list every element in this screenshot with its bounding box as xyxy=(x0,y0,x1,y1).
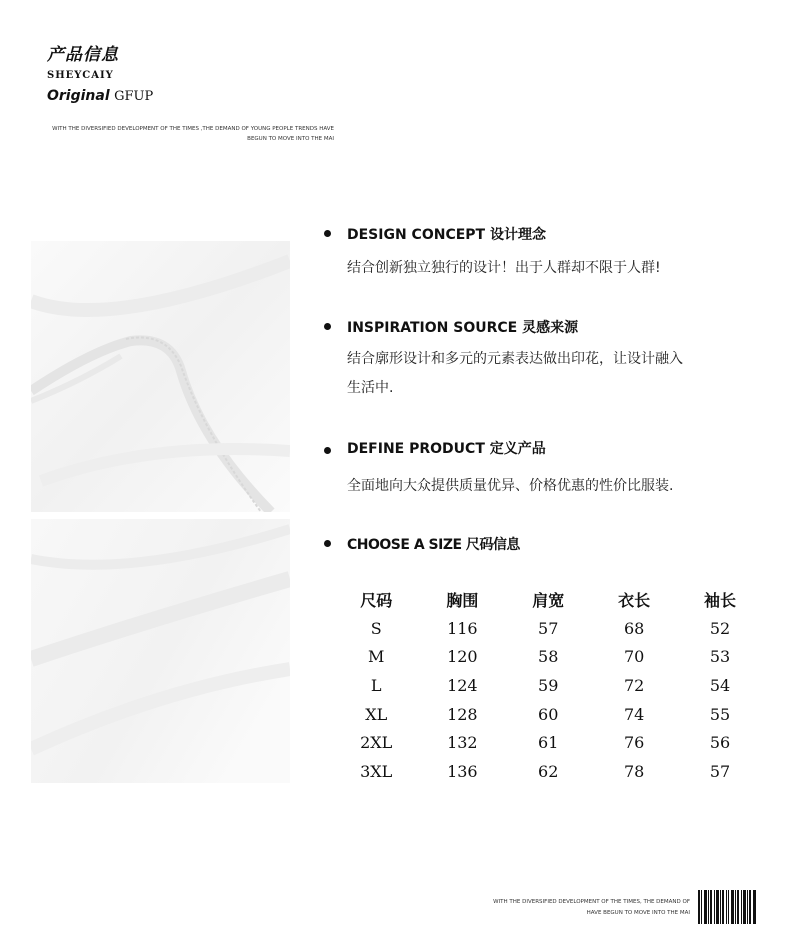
table-cell: 2XL xyxy=(360,733,393,753)
table-cell: M xyxy=(368,647,385,667)
bullet-icon xyxy=(324,323,331,330)
table-cell: 57 xyxy=(538,618,559,638)
bullet-icon xyxy=(324,230,331,237)
table-cell: 57 xyxy=(709,761,731,781)
table-cell: 3XL xyxy=(360,761,393,781)
original-label xyxy=(47,88,153,104)
footer-tagline xyxy=(420,897,690,919)
table-cell: 55 xyxy=(709,704,731,724)
inspiration-source-text xyxy=(347,345,683,403)
table-cell: 136 xyxy=(447,761,478,781)
define-product-title: DEFINE PRODUCT 定义产品 xyxy=(347,441,546,457)
table-cell: 70 xyxy=(623,647,645,667)
footer-tagline-line1: WITH THE DIVERSIFIED DEVELOPMENT OF THE TIMES, THE DEMAND OF xyxy=(493,899,690,905)
column-header: 肩宽 xyxy=(532,590,565,610)
inspiration-source-title: INSPIRATION SOURCE 灵感来源 xyxy=(347,320,579,336)
table-cell: 74 xyxy=(623,704,645,724)
table-cell: 120 xyxy=(447,647,478,667)
fabric-photo-drape xyxy=(31,519,290,783)
choose-size-title: CHOOSE A SIZE 尺码信息 xyxy=(347,537,520,553)
table-cell: XL xyxy=(365,704,388,724)
table-cell: 54 xyxy=(709,675,731,695)
table-cell: 78 xyxy=(623,761,645,781)
design-concept-text xyxy=(347,254,661,283)
table-cell: 59 xyxy=(538,675,559,695)
table-row xyxy=(333,757,763,786)
table-row xyxy=(333,614,763,643)
brand-name: SHEYCAIY xyxy=(47,70,114,81)
table-cell: 72 xyxy=(623,675,645,695)
table-row xyxy=(333,700,763,729)
table-cell: 62 xyxy=(538,761,559,781)
table-cell: 56 xyxy=(709,733,731,753)
define-product-line: 全面地向大众提供质量优异、价格优惠的性价比服装. xyxy=(347,478,674,494)
table-cell: 60 xyxy=(538,704,559,724)
column-header: 袖长 xyxy=(704,590,737,610)
table-cell: 53 xyxy=(709,647,731,667)
table-cell: 116 xyxy=(447,618,478,638)
bullet-icon xyxy=(324,447,331,454)
original-word: Original xyxy=(47,88,110,104)
table-cell: 76 xyxy=(623,733,645,753)
table-cell: 128 xyxy=(447,704,478,724)
bullet-icon xyxy=(324,540,331,547)
define-product-text xyxy=(347,472,673,501)
size-table-header xyxy=(333,584,763,614)
table-cell: S xyxy=(370,618,382,638)
header-tagline-line2: BEGUN TO MOVE INTO THE MAI xyxy=(247,136,334,142)
column-header: 尺码 xyxy=(360,590,393,610)
table-cell: 58 xyxy=(538,647,559,667)
header-tagline-line1: WITH THE DIVERSIFIED DEVELOPMENT OF THE TIMES ,THE DEMAND OF YOUNG PEOPLE TRENDS HAVE xyxy=(52,126,334,132)
table-cell: L xyxy=(370,675,382,695)
header-tagline xyxy=(44,124,334,144)
original-suffix: GFUP xyxy=(114,89,154,104)
page-title: 产品信息 xyxy=(47,45,119,65)
table-cell: 124 xyxy=(447,675,478,695)
table-cell: 52 xyxy=(709,618,731,638)
table-row xyxy=(333,728,763,757)
design-concept-line: 结合创新独立独行的设计！出于人群却不限于人群! xyxy=(347,260,661,276)
size-table xyxy=(333,584,763,786)
design-concept-title: DESIGN CONCEPT 设计理念 xyxy=(347,227,546,243)
inspiration-source-line: 生活中. xyxy=(347,380,394,396)
table-cell: 61 xyxy=(538,733,559,753)
table-row xyxy=(333,671,763,700)
fabric-photo-collar xyxy=(31,241,290,512)
column-header: 胸围 xyxy=(446,590,479,610)
table-cell: 132 xyxy=(447,733,478,753)
inspiration-source-line: 结合廓形设计和多元的元素表达做出印花，让设计融入 xyxy=(347,351,683,367)
column-header: 衣长 xyxy=(618,590,651,610)
table-row xyxy=(333,643,763,672)
table-cell: 68 xyxy=(623,618,645,638)
footer-tagline-line2: HAVE BEGUN TO MOVE INTO THE MAI xyxy=(586,910,690,916)
barcode-icon xyxy=(698,890,756,924)
